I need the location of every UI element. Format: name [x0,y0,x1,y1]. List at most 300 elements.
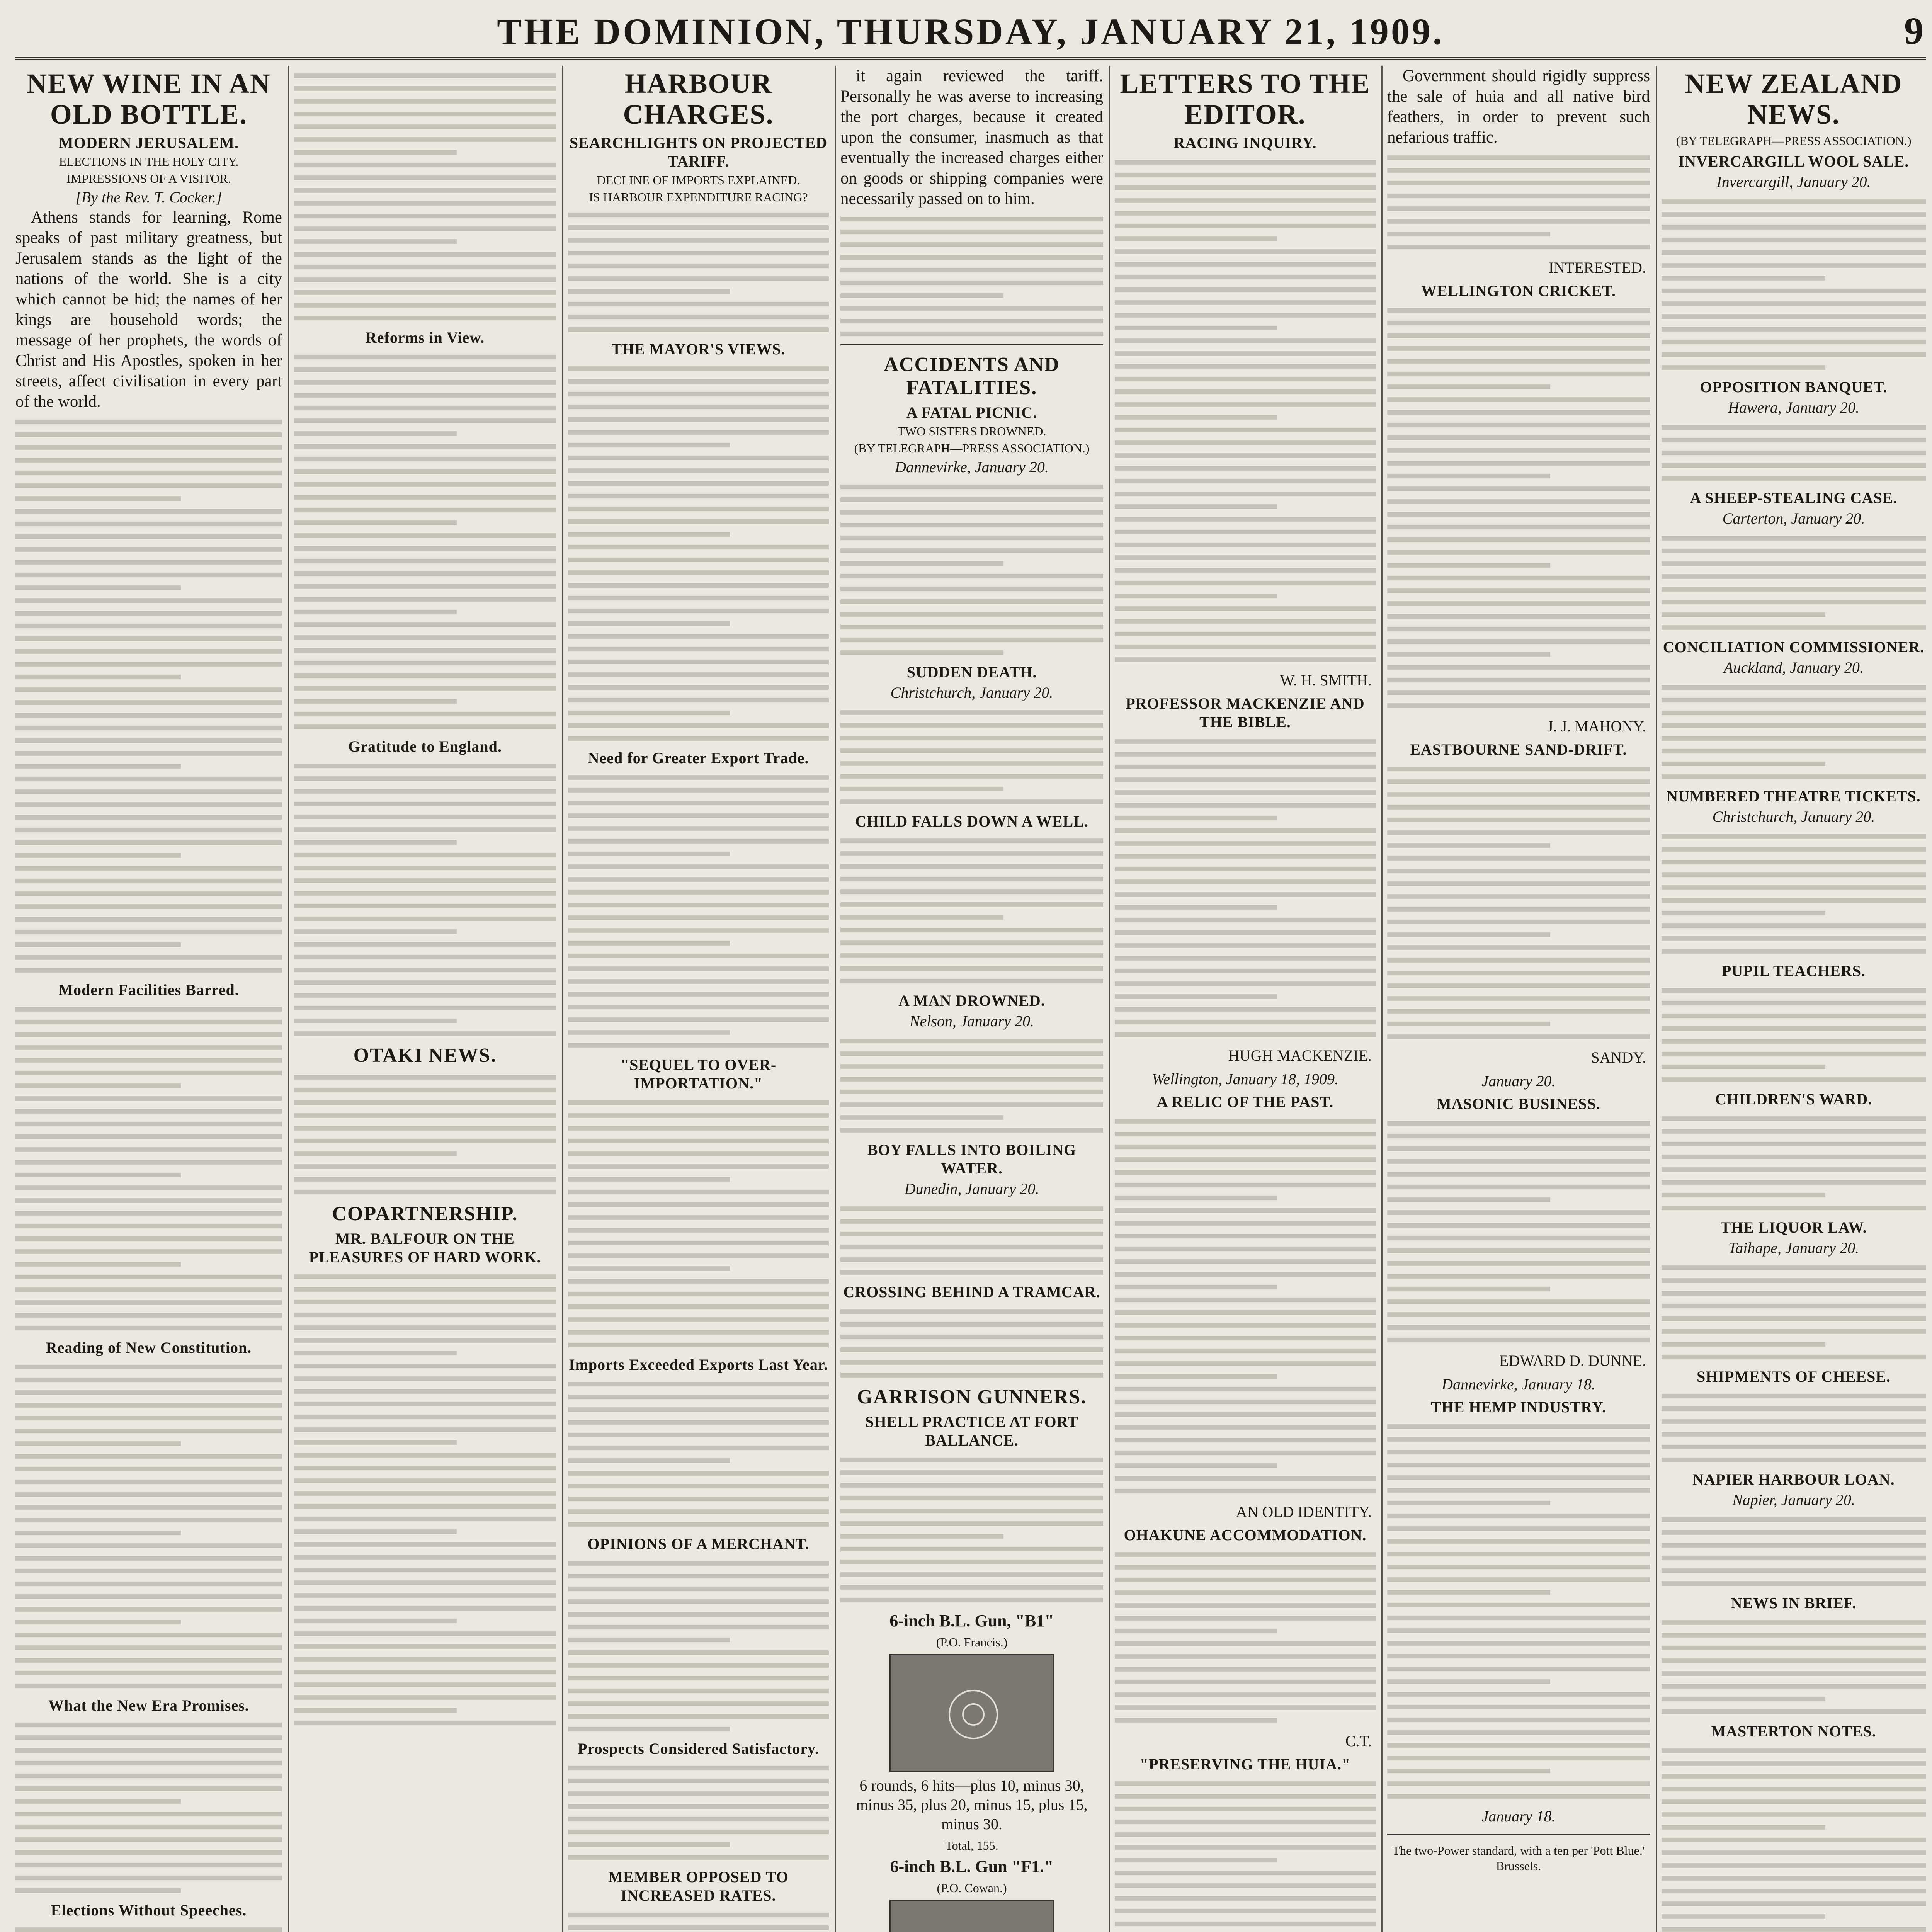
text-line [1662,1001,1926,1005]
text-line [294,1151,457,1156]
text-line [294,137,556,142]
text-line [568,570,829,575]
text-line [1115,1272,1376,1277]
text-line [840,1309,1103,1314]
text-line [1115,262,1376,267]
text-line [1387,665,1650,670]
text-line [1662,212,1926,217]
column-4 [840,66,1103,1932]
text-line [294,1351,457,1355]
dateline: Dannevirke, January 20. [895,458,1049,476]
subhead-cheese: SHIPMENTS OF CHEESE. [1697,1368,1891,1385]
text-line [1387,474,1550,478]
text-line [15,853,181,858]
subhead-decline: DECLINE OF IMPORTS EXPLAINED. [597,173,800,187]
text-line [568,583,829,588]
text-line [1115,1641,1376,1646]
letter-signature: J. J. MAHONY. [1547,718,1646,735]
text-line [1387,372,1650,376]
text-line [1662,1278,1926,1283]
text-line [840,1560,1103,1564]
text-line [1662,949,1926,954]
text-line [294,1075,556,1080]
text-line [1115,249,1376,254]
text-line [1662,860,1926,864]
text-line [1115,517,1376,522]
text-line [15,955,282,960]
text-line [294,648,556,653]
subhead-shell-practice: SHELL PRACTICE AT FORT BALLANCE. [865,1413,1078,1449]
text-line [1387,601,1650,606]
gun-officer: (P.O. Francis.) [936,1635,1008,1649]
text-line [15,1236,282,1241]
article-body [1662,988,1926,1082]
text-line [15,777,282,781]
text-line [1387,1197,1550,1202]
text-line [15,445,282,450]
text-line [840,574,1103,578]
text-line [1662,711,1926,715]
text-line [1662,1914,1825,1919]
text-line [1662,847,1926,852]
text-line [568,1382,829,1386]
article-body [840,1039,1103,1133]
article-body [568,1766,829,1860]
text-line [1115,1616,1376,1621]
text-line [15,1684,282,1688]
article-body [840,710,1103,804]
text-line [294,457,556,461]
text-line [294,1300,556,1304]
text-line [840,1572,1103,1577]
text-line [1115,466,1376,471]
text-line [840,1335,1103,1339]
text-line [568,1139,829,1143]
text-line [1662,1876,1926,1881]
text-line [1115,854,1376,859]
text-line [15,930,282,934]
text-line [1115,594,1277,598]
text-line [1115,994,1277,999]
article-body [1662,1265,1926,1359]
text-line [294,584,556,589]
text-line [1662,1748,1926,1753]
text-line [294,1006,556,1010]
text-line [568,1420,829,1425]
text-line [1115,275,1376,279]
text-line [15,1620,181,1624]
text-line [1115,1896,1376,1901]
text-line [840,953,1103,958]
text-line [840,979,1103,983]
text-line [1115,943,1376,948]
text-line [840,1270,1103,1275]
text-line [1115,555,1376,560]
text-line [1115,1157,1376,1162]
text-line [1387,410,1650,415]
text-line [1662,834,1926,839]
subhead-sheep-stealing: A SHEEP-STEALING CASE. [1690,489,1898,507]
text-line [15,815,282,820]
text-line [15,636,282,641]
text-line [568,1817,829,1821]
text-line [294,444,556,449]
text-line [1115,1310,1376,1315]
text-line [840,761,1103,766]
text-line [568,417,829,422]
text-line [15,1198,282,1203]
text-line [1387,576,1650,580]
text-line [840,293,1003,298]
text-line [1387,1628,1650,1633]
text-line [15,1735,282,1740]
divider [1387,1834,1650,1835]
text-line [294,431,457,436]
column-7 [1662,66,1926,1932]
text-line [1387,333,1650,338]
text-line [15,700,282,705]
text-line [1387,1299,1650,1304]
text-line [1662,199,1926,204]
text-line [1115,185,1376,190]
text-line [1115,428,1376,432]
text-line [1662,936,1926,941]
text-line [294,508,556,512]
text-line [840,877,1103,881]
text-line [568,647,829,651]
column-5 [1115,66,1376,1932]
dateline: January 20. [1481,1072,1556,1090]
subhead-mayors-views: THE MAYOR'S VIEWS. [611,340,786,358]
byline: [By the Rev. T. Cocker.] [75,189,222,206]
text-line [568,1164,829,1169]
text-line [840,485,1103,489]
text-line [1387,537,1650,542]
column-rule [1381,66,1383,1932]
text-line [840,1064,1103,1069]
text-line [1387,1210,1650,1215]
text-line [840,217,1103,221]
text-line [15,713,282,718]
article-body [1662,834,1926,954]
article-body [568,1561,829,1731]
text-line [840,1483,1103,1488]
text-line [15,1378,282,1382]
text-line [1115,224,1376,228]
gun-officer: (P.O. Cowan.) [937,1881,1007,1895]
article-body [1115,1552,1376,1723]
text-line [15,1774,282,1778]
dateline: Taihape, January 20. [1728,1239,1859,1257]
text-line [1662,774,1926,779]
text-line [1387,1667,1650,1671]
text-line [294,917,556,921]
text-line [294,929,457,934]
column-6 [1387,66,1650,1932]
article-body [568,1382,829,1527]
text-line [568,1925,829,1930]
text-line [1115,160,1376,165]
text-line [568,1676,829,1680]
text-line [568,941,730,946]
text-line [1662,263,1926,268]
text-line [1115,1298,1376,1302]
text-line [1115,1807,1376,1811]
text-line [15,866,282,871]
text-line [568,903,829,907]
text-line [1387,550,1650,555]
text-line [1115,816,1277,820]
text-line [15,1480,282,1484]
text-line [1115,1412,1376,1417]
text-line [15,1556,282,1561]
column-1 [15,66,282,1932]
article-continued: Government should rigidly suppress the sale of huia and all native bird feathers, in order to prevent such nefarious traffic. [1387,67,1650,146]
dateline: Invercargill, January 20. [1716,173,1871,190]
text-line [1115,657,1376,662]
text-line [15,1748,282,1753]
text-line [568,1791,829,1796]
subhead-hemp: THE HEMP INDUSTRY. [1430,1398,1607,1416]
text-line [15,547,282,552]
text-line [15,1492,282,1497]
text-line [15,1761,282,1765]
text-line [840,1360,1103,1365]
subhead-ohakune: OHAKUNE ACCOMMODATION. [1124,1526,1367,1544]
text-line [15,751,282,756]
text-line [1662,1568,1926,1573]
text-line [1115,1565,1376,1570]
footer-note: The two-Power standard, with a ten per 'Pott Blue.' Brussels. [1392,1844,1645,1873]
text-line [1115,1451,1376,1455]
text-line [1387,1743,1650,1748]
text-line [1387,805,1650,810]
text-line [1662,625,1926,630]
text-line [1387,779,1650,784]
text-line [1662,1419,1926,1424]
article-body [1662,685,1926,779]
text-line [1115,1032,1376,1037]
subhead-eastbourne: EASTBOURNE SAND-DRIFT. [1410,741,1627,758]
text-line [15,611,282,616]
text-line [568,327,829,332]
article-body [840,485,1103,655]
text-line [1387,1590,1550,1595]
text-line [1662,1761,1926,1766]
text-line [568,519,829,524]
column-rule [1109,66,1110,1932]
text-line [568,1587,829,1591]
text-line [1387,486,1650,491]
text-line [568,1030,730,1035]
text-line [294,840,457,845]
text-line [1387,1034,1650,1039]
text-line [568,302,829,306]
text-line [840,774,1103,779]
text-line [15,1429,282,1433]
text-line [15,1134,282,1139]
text-line [1662,685,1926,690]
text-line [568,1043,829,1048]
text-line [1387,869,1650,873]
subhead-merchant: OPINIONS OF A MERCHANT. [587,1535,810,1553]
dateline: Christchurch, January 20. [1712,808,1875,825]
text-line [568,1458,730,1463]
text-line [1115,1820,1376,1824]
text-line [568,1241,829,1245]
text-line [1115,581,1376,585]
text-line [840,915,1003,920]
text-line [15,1723,282,1727]
text-line [294,1631,556,1636]
text-line [568,877,829,882]
text-line [294,1542,556,1547]
text-line [15,840,282,845]
text-line [1115,1680,1376,1684]
text-line [1662,225,1926,230]
text-line [1115,803,1376,808]
dateline: Christchurch, January 20. [890,684,1053,701]
text-line [840,1128,1103,1133]
text-line [1115,1349,1376,1353]
text-line [840,638,1103,642]
text-line [1387,1794,1650,1799]
text-line [1115,918,1376,922]
text-line [568,1471,829,1476]
text-line [1387,856,1650,861]
text-line [1387,1577,1650,1582]
text-line [1115,841,1376,846]
text-line [1387,1450,1650,1454]
text-line [294,1364,556,1368]
text-line [294,495,556,500]
text-line [1387,1338,1650,1342]
text-line [1115,1234,1376,1238]
text-line [1115,790,1376,795]
letter-signature: C.T. [1345,1732,1372,1750]
text-line [15,662,282,667]
text-line [294,1478,556,1483]
text-line [1387,563,1550,568]
text-line [294,1657,556,1662]
text-line [1387,1287,1550,1291]
text-line [294,904,556,908]
text-line [1662,1774,1926,1779]
text-line [294,1389,556,1394]
text-line [294,469,556,474]
text-line [1387,894,1650,899]
text-line [568,609,829,613]
subhead-modern-jerusalem: MODERN JERUSALEM. [59,134,239,151]
text-line [1387,588,1650,593]
subhead-child-well: CHILD FALLS DOWN A WELL. [855,813,1088,830]
text-line [1115,338,1376,343]
text-line [15,1147,282,1152]
text-line [15,509,282,514]
text-line [840,306,1103,311]
text-line [568,634,829,639]
text-line [568,1766,829,1770]
text-line [294,1491,556,1496]
text-line [294,980,556,985]
text-line [840,1458,1103,1462]
text-line [568,992,829,997]
text-line [1387,983,1650,988]
text-line [15,1799,181,1804]
text-line [1387,1134,1650,1138]
text-line [840,1534,1003,1539]
text-line [1662,1709,1926,1714]
article-body [568,1913,829,1932]
text-line [1115,1119,1376,1124]
text-line [15,1326,282,1330]
text-line [840,1090,1103,1094]
text-line [1387,1261,1650,1266]
text-line [294,1019,457,1023]
text-line [568,1804,829,1809]
text-line [15,879,282,883]
text-line [568,1151,829,1156]
text-line [840,230,1103,234]
text-line [1662,1889,1926,1893]
text-line [568,966,829,971]
text-line [1662,1432,1926,1437]
headline-nz-news: NEW ZEALAND NEWS. [1685,68,1903,130]
text-line [1387,499,1650,504]
text-line [1115,1654,1376,1659]
text-line [568,1228,829,1233]
text-line [1387,1705,1650,1709]
column-rule [1656,66,1657,1932]
text-line [1662,1671,1926,1676]
text-line [15,1287,282,1292]
text-line [1662,1581,1926,1586]
page-number: 9 [1904,9,1923,52]
text-line [294,815,556,819]
text-line [15,1645,282,1650]
text-line [840,1232,1103,1236]
text-line [15,598,282,603]
text-line [294,1517,556,1521]
text-line [15,1224,282,1228]
text-line [1115,389,1376,394]
text-line [15,1365,282,1369]
text-line [568,1484,829,1488]
text-line [1387,1654,1650,1658]
text-line [1387,1552,1650,1556]
text-line [1387,639,1650,644]
subhead-prospects: Prospects Considered Satisfactory. [578,1740,819,1757]
text-line [1662,923,1926,928]
text-line [840,736,1103,740]
subhead-new-era: What the New Era Promises. [48,1697,249,1714]
text-line [1662,1633,1926,1638]
text-line [568,1727,730,1731]
masthead [15,7,1926,60]
article-body [1115,739,1376,1037]
text-line [1115,1247,1376,1251]
text-line [15,1403,282,1408]
text-line [1115,879,1376,884]
text-line [294,112,556,116]
text-line [294,1440,457,1445]
text-line [1387,920,1650,924]
text-line [1662,911,1825,915]
column-rule [288,66,289,1932]
text-line [15,1876,282,1880]
text-line [1662,438,1926,442]
target-ring [962,1703,985,1726]
